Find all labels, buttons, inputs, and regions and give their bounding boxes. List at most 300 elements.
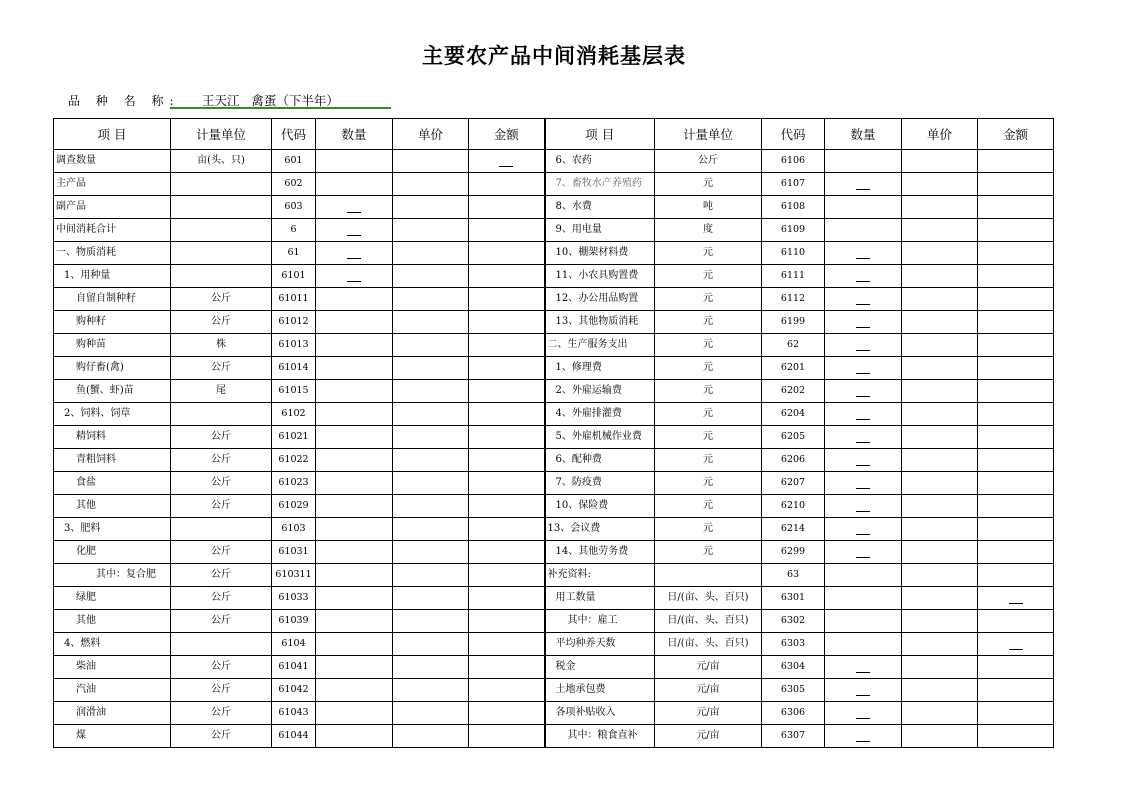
cell-code-left: 61015 [272, 380, 316, 403]
table-row [54, 541, 1054, 564]
cell-qty-right[interactable] [825, 196, 902, 219]
cell-item-left: 主产品 [54, 173, 171, 196]
cell-qty-left[interactable] [316, 725, 393, 748]
cell-qty-left[interactable] [316, 587, 393, 610]
cell-unit-right: 元 [655, 265, 762, 288]
cell-qty-left[interactable] [316, 610, 393, 633]
cell-price-right[interactable] [902, 288, 978, 311]
cell-qty-right[interactable] [825, 334, 902, 357]
cell-qty-left[interactable] [316, 656, 393, 679]
cell-item-right: 其中：雇工 [545, 610, 655, 633]
cell-item-left: 调查数量 [54, 150, 171, 173]
cell-price-right[interactable] [902, 518, 978, 541]
cell-unit-left: 公斤 [171, 564, 272, 587]
cell-price-right[interactable] [902, 587, 978, 610]
cell-item-left: 自留自制种籽 [54, 288, 171, 311]
cell-qty-right[interactable] [825, 495, 902, 518]
cell-price-right[interactable] [902, 426, 978, 449]
cell-item-right: 4、外雇排灌费 [545, 403, 655, 426]
table-body [54, 150, 1054, 748]
blank-dash-mark [856, 501, 870, 512]
cell-price-right[interactable] [902, 449, 978, 472]
table-row [54, 334, 1054, 357]
cell-item-right: 7、畜牧水产养殖药 [545, 173, 655, 196]
cell-unit-right: 日/(亩、头、百只) [655, 633, 762, 656]
cell-price-left[interactable] [393, 150, 469, 173]
cell-item-right: 其中：粮食直补 [545, 725, 655, 748]
cell-code-right: 63 [762, 564, 825, 587]
cell-amount-right[interactable] [978, 656, 1054, 679]
cell-amount-left[interactable] [469, 380, 545, 403]
table-header-row [54, 119, 1054, 150]
table-row [54, 725, 1054, 748]
cell-code-right: 6210 [762, 495, 825, 518]
header-qty-left: 数量 [316, 119, 393, 150]
cell-qty-right[interactable] [825, 403, 902, 426]
cell-price-right[interactable] [902, 403, 978, 426]
cell-unit-right [655, 564, 762, 587]
blank-dash-mark [856, 455, 870, 466]
header-price-left: 单价 [393, 119, 469, 150]
cell-price-right[interactable] [902, 150, 978, 173]
header-unit-left: 计量单位 [171, 119, 272, 150]
table-row [54, 150, 1054, 173]
cell-qty-left[interactable] [316, 150, 393, 173]
cell-qty-right[interactable] [825, 518, 902, 541]
cell-price-left[interactable] [393, 357, 469, 380]
cell-item-right: 14、其他劳务费 [545, 541, 655, 564]
cell-qty-right[interactable] [825, 150, 902, 173]
cell-unit-left: 公斤 [171, 311, 272, 334]
variety-value[interactable]: 王天江 禽蛋（下半年） [170, 91, 391, 109]
cell-qty-left[interactable] [316, 357, 393, 380]
cell-amount-left[interactable] [469, 656, 545, 679]
cell-qty-left[interactable] [316, 541, 393, 564]
cell-amount-left[interactable] [469, 472, 545, 495]
cell-amount-left[interactable] [469, 265, 545, 288]
cell-item-left: 其他 [54, 610, 171, 633]
cell-unit-right: 元 [655, 288, 762, 311]
cell-amount-right[interactable] [978, 564, 1054, 587]
cell-unit-left [171, 518, 272, 541]
header-item-right: 项 目 [545, 119, 655, 150]
cell-price-left[interactable] [393, 702, 469, 725]
table-row [54, 357, 1054, 380]
cell-price-left[interactable] [393, 173, 469, 196]
blank-dash-mark [856, 317, 870, 328]
cell-amount-right[interactable] [978, 219, 1054, 242]
cell-unit-right: 元 [655, 173, 762, 196]
cell-price-right[interactable] [902, 357, 978, 380]
cell-code-left: 61022 [272, 449, 316, 472]
cell-unit-left: 公斤 [171, 495, 272, 518]
cell-unit-right: 元 [655, 334, 762, 357]
cell-qty-right[interactable] [825, 587, 902, 610]
cell-unit-right: 元 [655, 472, 762, 495]
cell-price-left[interactable] [393, 449, 469, 472]
blank-dash-mark [347, 202, 361, 213]
cell-code-left: 61 [272, 242, 316, 265]
cell-price-left[interactable] [393, 564, 469, 587]
cell-unit-left: 尾 [171, 380, 272, 403]
cell-amount-left[interactable] [469, 633, 545, 656]
cell-unit-left: 公斤 [171, 357, 272, 380]
cell-item-right: 12、办公用品购置 [545, 288, 655, 311]
cell-price-left[interactable] [393, 541, 469, 564]
cell-code-right: 6303 [762, 633, 825, 656]
cell-qty-left[interactable] [316, 679, 393, 702]
cell-amount-right[interactable] [978, 196, 1054, 219]
cell-qty-right[interactable] [825, 288, 902, 311]
cell-item-left: 汽油 [54, 679, 171, 702]
cell-price-left[interactable] [393, 610, 469, 633]
table-row [54, 610, 1054, 633]
blank-dash-mark [856, 363, 870, 374]
cell-item-right: 税金 [545, 656, 655, 679]
cell-unit-right: 元/亩 [655, 725, 762, 748]
table-row [54, 265, 1054, 288]
cell-item-right: 10、棚架材料费 [545, 242, 655, 265]
cell-item-left: 青粗饲料 [54, 449, 171, 472]
cell-price-left[interactable] [393, 472, 469, 495]
cell-amount-right[interactable] [978, 288, 1054, 311]
cell-price-left[interactable] [393, 265, 469, 288]
cell-qty-right[interactable] [825, 311, 902, 334]
cell-unit-left: 亩(头、只) [171, 150, 272, 173]
cell-code-left: 6102 [272, 403, 316, 426]
blank-dash-mark [1009, 639, 1023, 650]
table-row [54, 219, 1054, 242]
cell-price-right[interactable] [902, 311, 978, 334]
cell-code-right: 6307 [762, 725, 825, 748]
cell-price-left[interactable] [393, 633, 469, 656]
cell-item-right: 1、修理费 [545, 357, 655, 380]
cell-price-right[interactable] [902, 633, 978, 656]
cell-qty-left[interactable] [316, 311, 393, 334]
cell-qty-right[interactable] [825, 679, 902, 702]
cell-price-right[interactable] [902, 472, 978, 495]
cell-amount-right[interactable] [978, 334, 1054, 357]
cell-item-left: 副产品 [54, 196, 171, 219]
cell-qty-left[interactable] [316, 633, 393, 656]
cell-unit-left [171, 219, 272, 242]
cell-item-right: 用工数量 [545, 587, 655, 610]
blank-dash-mark [499, 156, 513, 167]
cell-qty-right[interactable] [825, 380, 902, 403]
cell-qty-right[interactable] [825, 702, 902, 725]
cell-item-right: 8、水费 [545, 196, 655, 219]
cell-price-left[interactable] [393, 334, 469, 357]
cell-amount-left[interactable] [469, 725, 545, 748]
cell-price-right[interactable] [902, 656, 978, 679]
cell-amount-right[interactable] [978, 173, 1054, 196]
cell-qty-left[interactable] [316, 518, 393, 541]
cell-price-left[interactable] [393, 495, 469, 518]
cell-amount-right[interactable] [978, 587, 1054, 610]
cell-price-left[interactable] [393, 426, 469, 449]
cell-qty-right[interactable] [825, 610, 902, 633]
header-qty-right: 数量 [825, 119, 902, 150]
cell-price-right[interactable] [902, 610, 978, 633]
cell-qty-right[interactable] [825, 541, 902, 564]
cell-unit-right: 公斤 [655, 150, 762, 173]
table-row [54, 426, 1054, 449]
cell-code-right: 6107 [762, 173, 825, 196]
cell-code-left: 61033 [272, 587, 316, 610]
cell-code-left: 6104 [272, 633, 316, 656]
cell-price-right[interactable] [902, 564, 978, 587]
cell-unit-left: 公斤 [171, 725, 272, 748]
cell-amount-left[interactable] [469, 495, 545, 518]
cell-unit-right: 元 [655, 311, 762, 334]
cell-qty-left[interactable] [316, 380, 393, 403]
consumption-table [53, 118, 1054, 748]
cell-amount-left[interactable] [469, 702, 545, 725]
cell-unit-left: 公斤 [171, 679, 272, 702]
cell-amount-left[interactable] [469, 610, 545, 633]
cell-code-left: 61011 [272, 288, 316, 311]
cell-qty-left[interactable] [316, 449, 393, 472]
cell-item-right: 5、外雇机械作业费 [545, 426, 655, 449]
cell-code-right: 6108 [762, 196, 825, 219]
cell-qty-left[interactable] [316, 265, 393, 288]
cell-price-right[interactable] [902, 679, 978, 702]
cell-amount-right[interactable] [978, 518, 1054, 541]
cell-amount-left[interactable] [469, 587, 545, 610]
cell-amount-right[interactable] [978, 380, 1054, 403]
cell-code-right: 6106 [762, 150, 825, 173]
cell-item-left: 2、饲料、饲草 [54, 403, 171, 426]
cell-code-left: 601 [272, 150, 316, 173]
cell-code-right: 6299 [762, 541, 825, 564]
cell-price-left[interactable] [393, 403, 469, 426]
cell-unit-left: 公斤 [171, 702, 272, 725]
cell-qty-left[interactable] [316, 334, 393, 357]
cell-qty-right[interactable] [825, 357, 902, 380]
cell-amount-right[interactable] [978, 449, 1054, 472]
cell-code-left: 602 [272, 173, 316, 196]
blank-dash-mark [856, 294, 870, 305]
cell-price-left[interactable] [393, 518, 469, 541]
cell-amount-right[interactable] [978, 610, 1054, 633]
cell-unit-right: 元 [655, 495, 762, 518]
cell-qty-right[interactable] [825, 725, 902, 748]
cell-amount-right[interactable] [978, 311, 1054, 334]
cell-qty-left[interactable] [316, 288, 393, 311]
cell-price-right[interactable] [902, 334, 978, 357]
cell-unit-right: 日/(亩、头、百只) [655, 587, 762, 610]
table-row [54, 564, 1054, 587]
cell-code-right: 6302 [762, 610, 825, 633]
cell-item-right: 7、防疫费 [545, 472, 655, 495]
cell-unit-right: 度 [655, 219, 762, 242]
blank-dash-mark [856, 685, 870, 696]
cell-price-right[interactable] [902, 196, 978, 219]
cell-item-left: 鱼(蟹、虾)苗 [54, 380, 171, 403]
blank-dash-mark [856, 386, 870, 397]
cell-price-left[interactable] [393, 219, 469, 242]
cell-qty-left[interactable] [316, 702, 393, 725]
cell-code-left: 61043 [272, 702, 316, 725]
cell-qty-right[interactable] [825, 449, 902, 472]
cell-amount-right[interactable] [978, 242, 1054, 265]
cell-amount-right[interactable] [978, 495, 1054, 518]
cell-price-left[interactable] [393, 380, 469, 403]
blank-dash-mark [856, 708, 870, 719]
blank-dash-mark [856, 731, 870, 742]
cell-amount-left[interactable] [469, 173, 545, 196]
cell-qty-right[interactable] [825, 242, 902, 265]
cell-price-left[interactable] [393, 311, 469, 334]
cell-code-left: 6103 [272, 518, 316, 541]
cell-code-left: 61031 [272, 541, 316, 564]
cell-unit-right: 元/亩 [655, 679, 762, 702]
cell-item-left: 中间消耗合计 [54, 219, 171, 242]
cell-amount-left[interactable] [469, 150, 545, 173]
cell-qty-left[interactable] [316, 472, 393, 495]
cell-unit-left [171, 403, 272, 426]
cell-price-right[interactable] [902, 242, 978, 265]
cell-amount-left[interactable] [469, 334, 545, 357]
cell-qty-left[interactable] [316, 495, 393, 518]
cell-amount-left[interactable] [469, 288, 545, 311]
cell-item-right: 6、配种费 [545, 449, 655, 472]
cell-code-left: 61039 [272, 610, 316, 633]
cell-code-left: 61042 [272, 679, 316, 702]
cell-amount-left[interactable] [469, 426, 545, 449]
cell-amount-left[interactable] [469, 403, 545, 426]
cell-price-right[interactable] [902, 495, 978, 518]
cell-amount-left[interactable] [469, 196, 545, 219]
table-row [54, 449, 1054, 472]
cell-item-right: 2、外雇运输费 [545, 380, 655, 403]
cell-amount-right[interactable] [978, 403, 1054, 426]
cell-code-left: 61012 [272, 311, 316, 334]
blank-dash-mark [856, 524, 870, 535]
cell-code-right: 6109 [762, 219, 825, 242]
cell-price-left[interactable] [393, 196, 469, 219]
variety-label: 品 种 名 称: [68, 94, 180, 108]
cell-amount-left[interactable] [469, 518, 545, 541]
header-amount-right: 金额 [978, 119, 1054, 150]
cell-amount-left[interactable] [469, 242, 545, 265]
cell-item-left: 购种苗 [54, 334, 171, 357]
blank-dash-mark [856, 409, 870, 420]
cell-qty-left[interactable] [316, 426, 393, 449]
table-row [54, 518, 1054, 541]
table-row [54, 472, 1054, 495]
cell-item-left: 煤 [54, 725, 171, 748]
cell-amount-left[interactable] [469, 219, 545, 242]
cell-item-right: 10、保险费 [545, 495, 655, 518]
cell-item-left: 其他 [54, 495, 171, 518]
cell-code-right: 6306 [762, 702, 825, 725]
cell-qty-right[interactable] [825, 564, 902, 587]
cell-qty-left[interactable] [316, 564, 393, 587]
cell-amount-left[interactable] [469, 564, 545, 587]
cell-unit-right: 元 [655, 449, 762, 472]
blank-dash-mark [347, 225, 361, 236]
cell-code-right: 6201 [762, 357, 825, 380]
cell-unit-left: 公斤 [171, 541, 272, 564]
cell-price-right[interactable] [902, 541, 978, 564]
cell-amount-left[interactable] [469, 541, 545, 564]
cell-qty-left[interactable] [316, 196, 393, 219]
cell-amount-right[interactable] [978, 702, 1054, 725]
table-row [54, 679, 1054, 702]
cell-item-left: 购种籽 [54, 311, 171, 334]
cell-unit-right: 元 [655, 518, 762, 541]
cell-amount-right[interactable] [978, 725, 1054, 748]
cell-code-left: 6 [272, 219, 316, 242]
cell-amount-left[interactable] [469, 357, 545, 380]
cell-price-right[interactable] [902, 173, 978, 196]
cell-qty-right[interactable] [825, 633, 902, 656]
cell-item-right: 11、小农具购置费 [545, 265, 655, 288]
cell-code-left: 61014 [272, 357, 316, 380]
cell-amount-right[interactable] [978, 633, 1054, 656]
cell-unit-left: 公斤 [171, 449, 272, 472]
blank-dash-mark [856, 478, 870, 489]
header-code-left: 代码 [272, 119, 316, 150]
cell-price-right[interactable] [902, 265, 978, 288]
cell-qty-right[interactable] [825, 426, 902, 449]
cell-unit-left: 公斤 [171, 288, 272, 311]
cell-unit-right: 元 [655, 403, 762, 426]
cell-unit-right: 元 [655, 541, 762, 564]
cell-amount-right[interactable] [978, 426, 1054, 449]
cell-price-left[interactable] [393, 656, 469, 679]
cell-amount-right[interactable] [978, 265, 1054, 288]
cell-qty-right[interactable] [825, 173, 902, 196]
cell-qty-right[interactable] [825, 265, 902, 288]
cell-price-left[interactable] [393, 587, 469, 610]
cell-price-right[interactable] [902, 702, 978, 725]
table-row [54, 495, 1054, 518]
cell-qty-left[interactable] [316, 242, 393, 265]
cell-price-right[interactable] [902, 380, 978, 403]
cell-unit-right: 吨 [655, 196, 762, 219]
cell-qty-right[interactable] [825, 219, 902, 242]
cell-qty-left[interactable] [316, 403, 393, 426]
table-row [54, 656, 1054, 679]
cell-qty-right[interactable] [825, 472, 902, 495]
cell-item-right: 6、农药 [545, 150, 655, 173]
cell-code-right: 6204 [762, 403, 825, 426]
cell-price-left[interactable] [393, 288, 469, 311]
cell-price-right[interactable] [902, 219, 978, 242]
table-row [54, 242, 1054, 265]
page-title: 主要农产品中间消耗基层表 [422, 44, 686, 68]
cell-amount-left[interactable] [469, 311, 545, 334]
cell-amount-right[interactable] [978, 357, 1054, 380]
cell-unit-left [171, 196, 272, 219]
cell-amount-right[interactable] [978, 472, 1054, 495]
cell-amount-right[interactable] [978, 541, 1054, 564]
cell-amount-left[interactable] [469, 679, 545, 702]
cell-qty-left[interactable] [316, 173, 393, 196]
cell-qty-right[interactable] [825, 656, 902, 679]
cell-price-right[interactable] [902, 725, 978, 748]
cell-amount-right[interactable] [978, 679, 1054, 702]
cell-price-left[interactable] [393, 242, 469, 265]
cell-price-left[interactable] [393, 679, 469, 702]
cell-qty-left[interactable] [316, 219, 393, 242]
table-row [54, 633, 1054, 656]
cell-amount-right[interactable] [978, 150, 1054, 173]
cell-amount-left[interactable] [469, 449, 545, 472]
cell-price-left[interactable] [393, 725, 469, 748]
